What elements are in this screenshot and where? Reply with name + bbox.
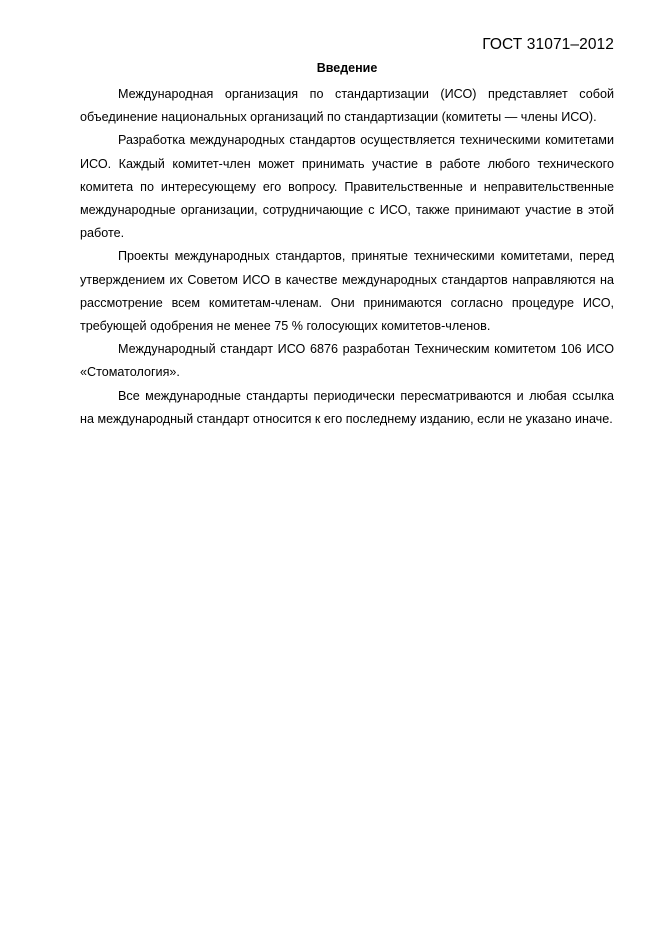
paragraph-standard-origin: Международный стандарт ИСО 6876 разработан Техническим комитетом 106 ИСО «Стоматология». (80, 342, 614, 380)
paragraph-revision-note: Все международные стандарты периодически пересматриваются и любая ссылка на международный стандарт относится к его последнему изданию, если не указано иначе. (80, 388, 614, 426)
paragraph-draft-approval: Проекты международных стандартов, принятые техническими комитетами, перед утверждением их Советом ИСО в качестве международных стандартов направляются на рассмотрение всем комитетам-членам. Они принимаются согласно процедуре ИСО, требующей одобрения не менее 75 % голосующих комитетов-членов. (80, 249, 614, 334)
document-body (80, 58, 614, 431)
paragraph-technical-committees: Разработка международных стандартов осуществляется техническими комитетами ИСО. Каждый комитет-член может принимать участие в работе любого технического комитета по интересующему его вопросу. Правительственные и неправительственные международные организации, сотрудничающие с ИСО, также принимают участие в этой работе. (80, 133, 614, 241)
paragraph-iso-overview: Международная организация по стандартизации (ИСО) представляет собой объединение национальных организаций по стандартизации (комитеты — члены ИСО). (80, 87, 614, 125)
section-heading: Введение (316, 61, 378, 75)
document-code: ГОСТ 31071–2012 (482, 36, 614, 53)
